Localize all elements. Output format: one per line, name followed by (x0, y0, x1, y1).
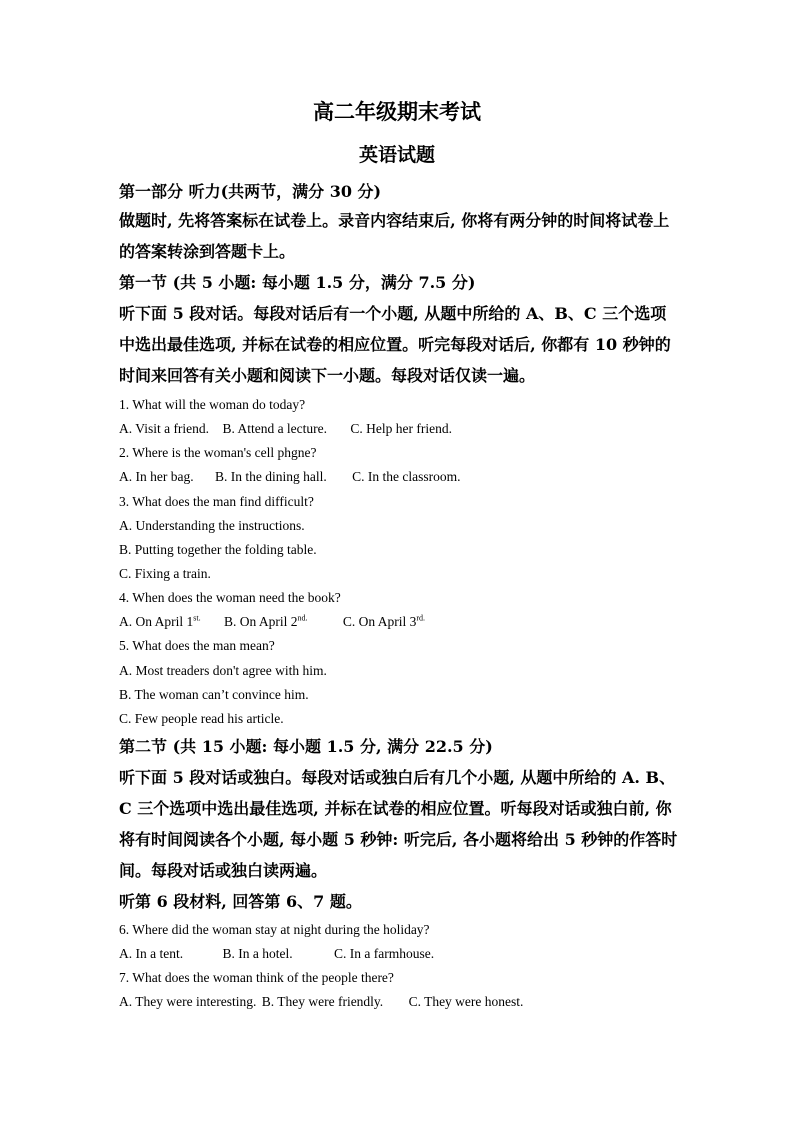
question-7: 7. What does the woman think of the people there? (119, 970, 394, 985)
q4-option-c: C. On April $3^{rd.}$ (342, 613, 426, 629)
question-2: 2. Where is the woman's cell phgne? (119, 445, 317, 460)
material-6-heading: 听第 6 段材料, 回答第 6、7 题。 (119, 892, 362, 911)
q6-option-b: B. In a hotel. (222, 946, 293, 961)
q6-option-c: C. In a farmhouse. (333, 946, 435, 961)
q3-option-b: B. Putting together the folding table. (119, 542, 317, 557)
section2-heading: 第二节 (共 15 小题: 每小题 1.5 分, 满分 22.5 分) (119, 737, 493, 756)
q2-option-a: A. In her bag. (119, 469, 194, 484)
question-4: 4. When does the woman need the book? (119, 590, 341, 605)
question-3: 3. What does the man find difficult? (119, 494, 314, 509)
question-7-options (119, 993, 523, 1011)
question-6: 6. Where did the woman stay at night during the holiday? (119, 922, 430, 937)
exam-subtitle: 英语试题 (358, 144, 435, 166)
question-1: 1. What will the woman do today? (119, 397, 306, 412)
q5-option-c: C. Few people read his article. (119, 711, 284, 726)
q6-option-a: A. In a tent. (119, 946, 184, 961)
q7-option-a: A. They were interesting. (119, 994, 257, 1009)
q3-option-c: C. Fixing a train. (119, 566, 211, 581)
q5-option-b: B. The woman can’t convince him. (119, 687, 309, 702)
section1-instructions: 听下面 5 段对话。每段对话后有一个小题, 从题中所给的 A、B、C 三个选项中选出最佳选项, 并标在试卷的相应位置。听完每段对话后, 你都有 10 秒钟的时间来回答有关小题和阅读下一小题。每段对话仅读一遍。 (119, 304, 671, 385)
question-5: 5. What does the man mean? (119, 638, 275, 653)
q2-option-c: C. In the classroom. (352, 469, 461, 484)
section1-heading: 第一节 (共 5 小题: 每小题 1.5 分，满分 7.5 分) (119, 273, 476, 292)
question-2-options (119, 468, 460, 486)
exam-title: 高二年级期末考试 (313, 99, 481, 124)
q2-option-b: B. In the dining hall. (214, 469, 327, 484)
q1-option-a: A. Visit a friend. (119, 421, 210, 436)
q3-option-a: A. Understanding the instructions. (119, 518, 305, 533)
q1-option-c: C. Help her friend. (350, 421, 452, 436)
section2-instructions: 听下面 5 段对话或独白。每段对话或独白后有几个小题, 从题中所给的 A. B、C 三个选项中选出最佳选项, 并标在试卷的相应位置。听每段对话或独白前, 你将有时间阅读各个小题, 每小题 5 秒钟: 听完后, 各小题将给出 5 秒钟的作答时间。每段对话或独白读两遍。 (119, 768, 678, 880)
q1-option-b: B. Attend a lecture. (222, 421, 328, 436)
q7-option-c: C. They were honest. (408, 994, 524, 1009)
part1-instructions: 做题时, 先将答案标在试卷上。录音内容结束后, 你将有两分钟的时间将试卷上的答案转涂到答题卡上。 (119, 211, 670, 261)
q4-option-b: B. On April $2^{nd.}$ (223, 613, 308, 629)
question-4-options (119, 613, 425, 631)
q4-option-a: A. On April $1^{st.}$ (119, 613, 201, 629)
question-6-options (119, 945, 434, 963)
question-1-options (119, 420, 452, 438)
q7-option-b: B. They were friendly. (261, 994, 384, 1009)
q5-option-a: A. Most treaders don't agree with him. (119, 663, 327, 678)
part1-heading: 第一部分 听力(共两节，满分 30 分) (119, 182, 382, 201)
